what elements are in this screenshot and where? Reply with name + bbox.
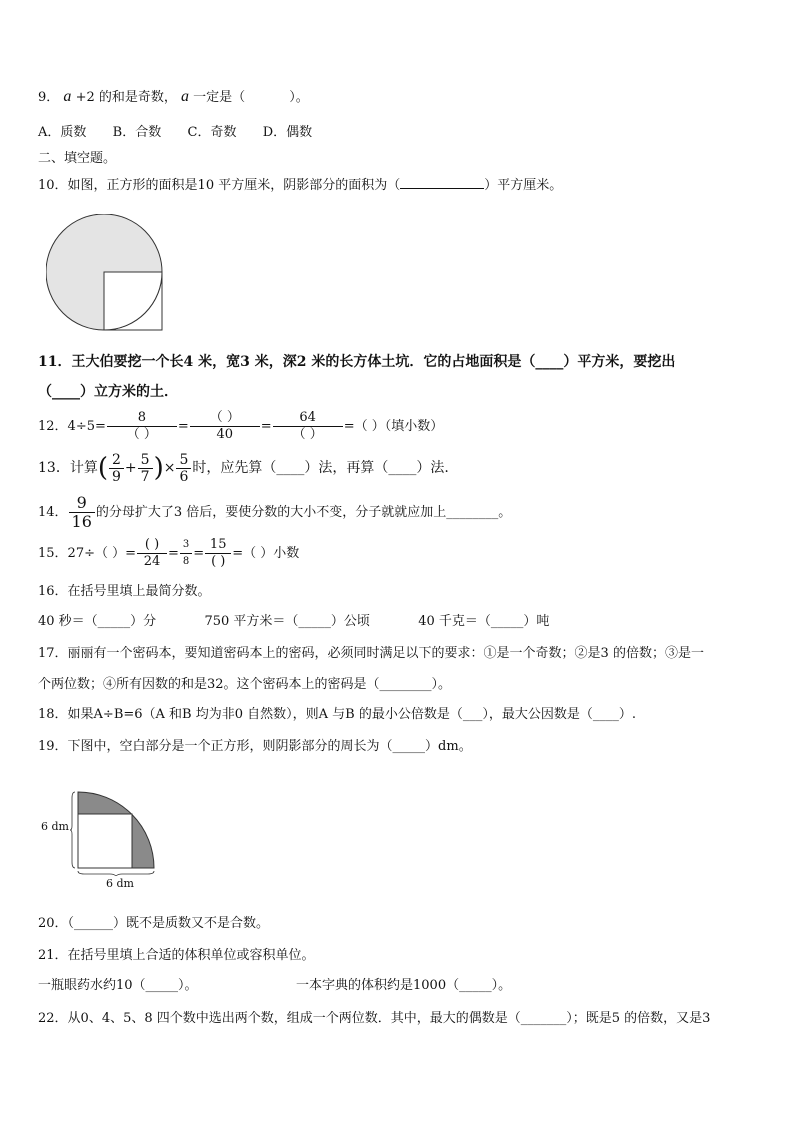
plus-sign: + — [124, 460, 137, 476]
question-text: 12．4÷5= — [38, 419, 106, 434]
blank-quarter — [104, 272, 162, 330]
question-18: 18．如果A÷B=6（A 和B 均为非0 自然数），则A 与B 的最小公倍数是（___），最大公因数是（____）. — [38, 707, 636, 722]
question-text: ）平方厘米。 — [484, 178, 563, 193]
question-10 — [38, 176, 562, 195]
numerator: 5 — [179, 451, 189, 468]
question-text: 的分母扩大了3 倍后，要使分数的大小不变，分子就就应加上________。 — [95, 505, 512, 520]
numerator: 2 — [111, 451, 121, 468]
bottom-brace — [78, 871, 154, 876]
question-9-options — [38, 124, 312, 142]
question-text: 时，应先算（____）法，再算（____）法. — [192, 460, 449, 476]
fraction-1 — [137, 537, 167, 570]
item-square-meters[interactable]: 750 平方米＝（_____）公顷 — [204, 614, 370, 629]
fraction-9-16 — [69, 494, 95, 531]
fraction-c — [176, 452, 191, 485]
question-16-items — [38, 613, 549, 631]
denominator[interactable]: （ ） — [273, 426, 343, 443]
fraction-1 — [107, 410, 177, 443]
question-14 — [38, 491, 511, 535]
fraction-b — [138, 452, 153, 485]
times-sign: × — [163, 460, 176, 476]
numerator: 15 — [209, 537, 227, 552]
item-seconds[interactable]: 40 秒＝（_____）分 — [38, 614, 157, 629]
question-text: 13．计算 — [38, 460, 98, 476]
equals-sign: = — [193, 546, 205, 561]
equals-sign: = — [168, 546, 179, 561]
numerator: 64 — [299, 410, 316, 425]
numerator: 9 — [76, 493, 87, 512]
label-left-6dm: 6 dm — [41, 820, 69, 833]
circle-square-figure — [46, 214, 168, 332]
question-13 — [38, 449, 449, 487]
question-21-item1[interactable]: 一瓶眼药水约10（_____）。 — [38, 978, 198, 993]
question-16-title: 16．在括号里填上最简分数。 — [38, 584, 211, 599]
left-brace — [70, 792, 75, 868]
numerator[interactable]: ( ) — [144, 537, 160, 552]
question-19: 19．下图中，空白部分是一个正方形，则阴影部分的周长为（_____）dm。 — [38, 739, 472, 754]
question-17-line1: 17．丽丽有一个密码本，要知道密码本上的密码，必须同时满足以下的要求：①是一个奇数；②是3 的倍数；③是一 — [38, 646, 704, 661]
numerator: 8 — [137, 410, 147, 425]
denominator: 8 — [180, 553, 192, 570]
question-17-line2: 个两位数；④所有因数的和是32。这个密码本上的密码是（________）。 — [38, 677, 452, 692]
question-12 — [38, 410, 443, 444]
question-text: =（ ）小数 — [232, 546, 300, 561]
question-text: ）。 — [289, 90, 309, 105]
question-text: 15．27÷（ ）= — [38, 546, 137, 561]
option-b[interactable]: B．合数 — [112, 125, 162, 140]
question-text: 的和是奇数， — [98, 90, 177, 105]
answer-blank[interactable] — [400, 176, 484, 189]
denominator: 6 — [176, 468, 191, 485]
denominator: 16 — [69, 512, 95, 531]
denominator: 9 — [109, 468, 124, 485]
question-text: 14． — [38, 505, 68, 520]
question-11-line1: 11．王大伯要挖一个长4 米，宽3 米，深2 米的长方体土坑．它的占地面积是（____）平方米，要挖出 — [38, 354, 676, 370]
question-9 — [38, 88, 309, 107]
question-text: =（ ）（填小数） — [343, 419, 444, 434]
equals-sign: = — [177, 419, 189, 434]
fraction-2 — [190, 410, 260, 443]
item-kilograms[interactable]: 40 千克＝（_____）吨 — [418, 614, 550, 629]
quarter-circle-figure — [70, 784, 166, 876]
fraction-2 — [180, 537, 192, 570]
option-d[interactable]: D．偶数 — [262, 125, 313, 140]
fraction-3 — [205, 537, 231, 570]
variable-a: a — [63, 88, 72, 105]
question-22: 22．从0、4、5、8 四个数中选出两个数，组成一个两位数．其中，最大的偶数是（_______）；既是5 的倍数，又是3 — [38, 1011, 711, 1026]
option-a[interactable]: A．质数 — [38, 125, 87, 140]
question-text: 一定是（ — [193, 90, 246, 105]
question-20: 20．（______）既不是质数又不是合数。 — [38, 916, 270, 931]
left-paren: ( — [97, 453, 108, 483]
denominator: 24 — [137, 553, 167, 570]
label-bottom-6dm: 6 dm — [106, 877, 134, 890]
denominator[interactable]: ( ) — [205, 553, 231, 570]
denominator: 40 — [190, 426, 260, 443]
numerator: 3 — [182, 539, 190, 550]
question-11-line2: （____）立方米的土． — [38, 384, 178, 400]
denominator: 7 — [138, 468, 153, 485]
expression: +2 — [75, 90, 95, 105]
equals-sign: = — [260, 419, 272, 434]
fraction-3 — [273, 410, 343, 443]
blank-square — [78, 814, 132, 868]
question-21-title: 21．在括号里填上合适的体积单位或容积单位。 — [38, 948, 315, 963]
numerator[interactable]: （ ） — [209, 410, 240, 425]
option-c[interactable]: C．奇数 — [187, 125, 237, 140]
numerator: 5 — [140, 451, 150, 468]
right-paren: ) — [153, 453, 164, 483]
question-21-item2[interactable]: 一本字典的体积约是1000（_____）。 — [296, 978, 512, 993]
variable-a: a — [181, 88, 190, 105]
question-15 — [38, 537, 299, 571]
section-heading: 二、填空题。 — [38, 151, 117, 166]
fraction-a — [109, 452, 124, 485]
denominator[interactable]: （ ） — [107, 426, 177, 443]
question-text: 10．如图，正方形的面积是10 平方厘米，阴影部分的面积为（ — [38, 178, 401, 193]
question-number: 9． — [38, 90, 60, 105]
